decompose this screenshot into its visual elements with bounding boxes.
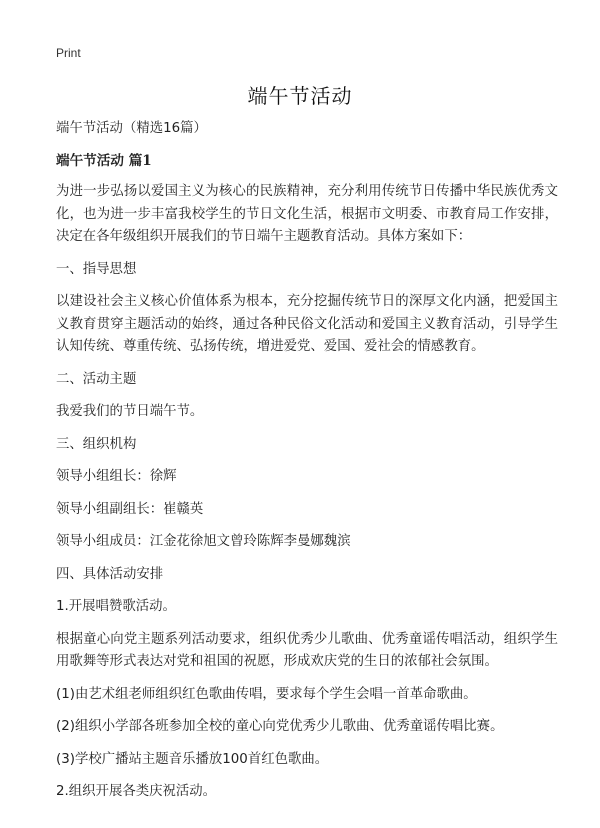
text-group-members: 领导小组成员：江金花徐旭文曾玲陈辉李曼娜魏滨	[56, 534, 351, 549]
section-title: 端午节活动 篇1	[56, 152, 152, 169]
print-link[interactable]: Print	[56, 46, 81, 60]
paragraph-intro: 为进一步弘扬以爱国主义为核心的民族精神，充分利用传统节日传播中华民族优秀文化，也为进一步丰富我校学生的节日文化生活，根据市文明委、市教育局工作安排，决定在各年级组织开展我们的节日端午主题教育活动。具体方案如下：	[56, 184, 558, 244]
page-title: 端午节活动	[247, 84, 353, 108]
paragraph-guiding-ideology: 以建设社会主义核心价值体系为根本，充分挖掘传统节日的深厚文化内涵，把爱国主义教育贯穿主题活动的始终，通过各种民俗文化活动和爱国主义教育活动，引导学生认知传统、尊重传统、弘扬传统，增进爱党、爱国、爱社会的情感教育。	[56, 294, 558, 354]
paragraph-singing-desc: 根据童心向党主题系列活动要求，组织优秀少儿歌曲、优秀童谣传唱活动，组织学生用歌舞等形式表达对党和祖国的祝愿，形成欢庆党的生日的浓郁社会氛围。	[56, 631, 558, 669]
list-item-singing: 1.开展唱赞歌活动。	[56, 599, 176, 614]
article-subtitle: 端午节活动（精选16篇）	[56, 121, 207, 136]
heading-activity-arrangement: 四、具体活动安排	[56, 566, 164, 582]
list-item-celebration: 2.组织开展各类庆祝活动。	[56, 784, 217, 799]
text-group-leader: 领导小组组长：徐辉	[56, 469, 177, 484]
paragraph-activity-theme: 我爱我们的节日端午节。	[56, 404, 204, 419]
sub-item-1: (1)由艺术组老师组织红色歌曲传唱，要求每个学生会唱一首革命歌曲。	[56, 686, 477, 702]
sub-item-3: (3)学校广播站主题音乐播放100首红色歌曲。	[56, 751, 329, 767]
heading-activity-theme: 二、活动主题	[56, 371, 137, 387]
heading-guiding-ideology: 一、指导思想	[56, 261, 137, 277]
article-body	[56, 118, 558, 814]
sub-item-2: (2)组织小学部各班参加全校的童心向党优秀少儿歌曲、优秀童谣传唱比赛。	[56, 719, 504, 734]
heading-organization: 三、组织机构	[56, 436, 137, 452]
text-deputy-leader: 领导小组副组长：崔赣英	[56, 501, 204, 517]
